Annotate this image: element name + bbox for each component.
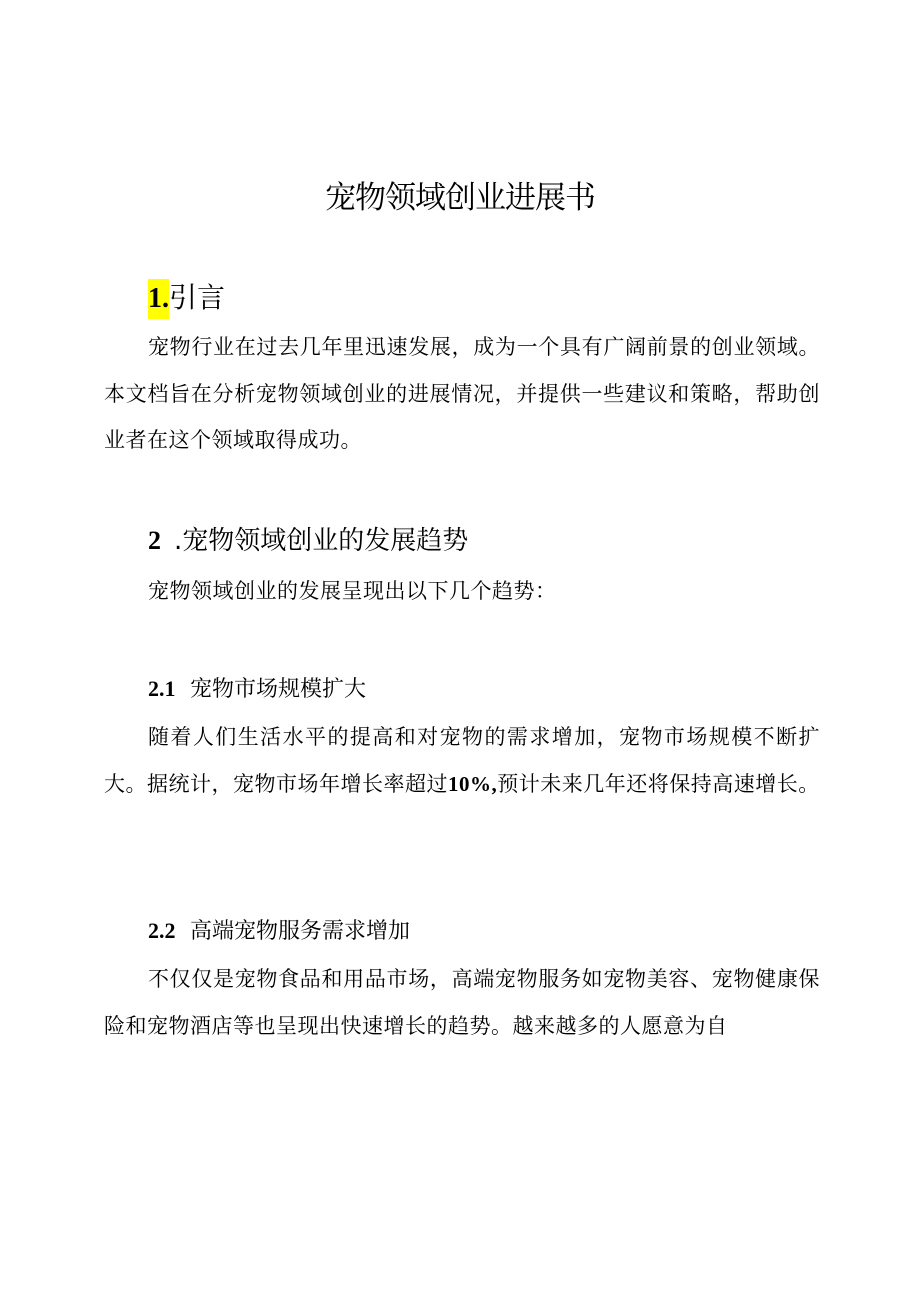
premium-services-paragraph: 不仅仅是宠物食品和用品市场，高端宠物服务如宠物美容、宠物健康保险和宠物酒店等也呈现出快速增长的趋势。越来越多的人愿意为自 <box>104 967 820 1038</box>
section-number-highlighted: 1. <box>148 279 169 319</box>
section-heading-text: .宠物领域创业的发展趋势 <box>174 526 469 556</box>
growth-rate-value: 10%, <box>448 771 498 796</box>
subsection-number: 2.1 <box>148 676 176 701</box>
subsection-heading-premium-services <box>148 916 410 947</box>
section-heading-introduction <box>148 278 225 319</box>
subsection-number: 2.2 <box>148 918 176 943</box>
market-scale-text-part1: 随着人们生活水平的提高和对宠物的需求增加，宠物市场规模不断扩大。据统计，宠物市场年增长率超过 <box>104 725 820 796</box>
trends-paragraph: 宠物领域创业的发展呈现出以下几个趋势： <box>148 579 557 603</box>
subsection-heading-text: 宠物市场规模扩大 <box>190 677 367 702</box>
section-heading-trends <box>148 521 468 561</box>
section-number: 2 <box>148 526 161 555</box>
market-scale-paragraph <box>104 714 820 807</box>
market-scale-text-part2: 预计未来几年还将保持高速增长。 <box>497 771 820 796</box>
subsection-heading-market-scale <box>148 674 366 705</box>
subsection-heading-text: 高端宠物服务需求增加 <box>190 919 411 944</box>
introduction-paragraph: 宠物行业在过去几年里迅速发展，成为一个具有广阔前景的创业领域。本文档旨在分析宠物领域创业的进展情况，并提供一些建议和策略，帮助创业者在这个领域取得成功。 <box>104 335 820 452</box>
section-heading-text: 引言 <box>169 281 226 314</box>
document-title: 宠物领域创业进展书 <box>325 180 595 216</box>
